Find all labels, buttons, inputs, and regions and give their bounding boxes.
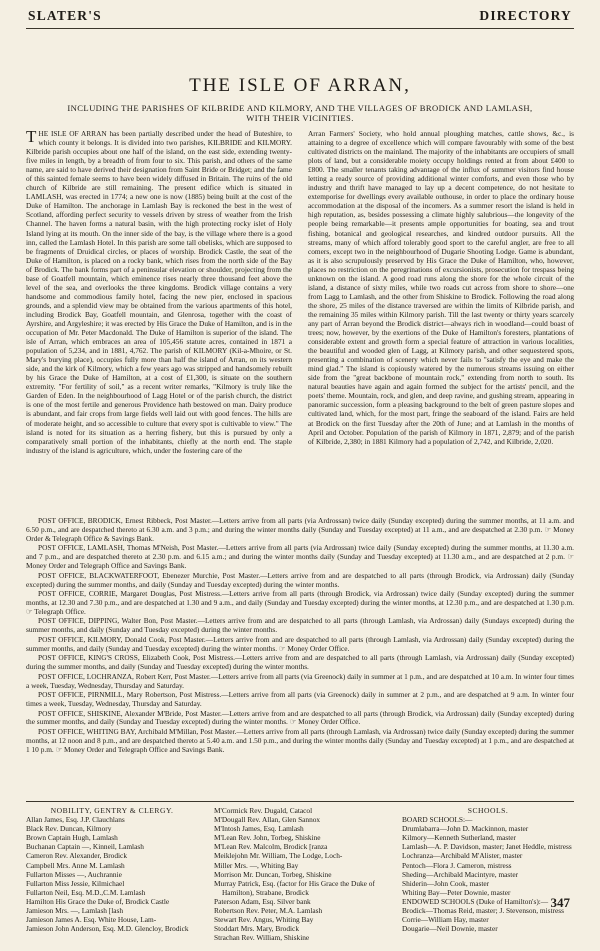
- post-office-entry: POST OFFICE, KING'S CROSS, Elizabeth Cook, Post Mistress.—Letters arrive from and are despatched to all parts (through Lamlash, via Ardrossan) daily (Sunday excepted) during the summer months, and daily (Sunday and Tuesday excepted) during the winter months.: [26, 653, 574, 672]
- list-item: ENDOWED SCHOOLS (Duke of Hamilton's):—: [402, 896, 549, 906]
- list-item: M'Dougall Rev. Allan, Glen Sannox: [214, 815, 321, 825]
- nobility-heading: NOBILITY, GENTRY & CLERGY.: [50, 806, 174, 815]
- list-item: Jamieson John Anderson, Esq. M.D. Glencloy, Brodick: [26, 924, 189, 934]
- list-item: Jamieson James A. Esq. White House, Lam-: [26, 915, 157, 925]
- list-item: Shiderin—John Cook, master: [402, 878, 490, 888]
- list-item: Brown Captain Hugh, Lamlash: [26, 833, 118, 843]
- header-right: DIRECTORY: [479, 8, 572, 23]
- list-item: Miller Mrs. —, Whiting Bay: [214, 860, 299, 870]
- drop-cap: T: [26, 127, 37, 146]
- list-item: Whiting Bay—Peter Downie, master: [402, 887, 511, 897]
- list-item: Pentoch—Flora J. Cameron, mistress: [402, 860, 512, 870]
- list-item: Sheding—Archibald Macintyre, master: [402, 869, 519, 879]
- schools-column: [402, 806, 574, 934]
- post-office-entry: POST OFFICE, LOCHRANZA, Robert Kerr, Post Master.—Letters arrive from all parts (via Greenock) daily in summer at 1 p.m., and are despatched at 10 a.m. In winter four times a week, Tuesday, Wednesday, Thursday and Saturday.: [26, 671, 574, 690]
- list-item: Lamlash—A. P. Davidson, master; Janet Heddle, mistress: [402, 842, 572, 852]
- intro-left-text: HE ISLE OF ARRAN has been partially described under the head of Buteshire, to which county it belongs. It is divided into two parishes, KILBRIDE and KILMORY. Kilbride parish occupies about one half of the island, on the east side, extending twenty-five miles in length, by a breadth of from four to six. This parish, and others of the same name, are said to have derived their designation from Saint Bride or Bridget; and the fame of this sainted female seems to have been widely diffused in Britain. The ruins of the old church of Kilbride are still remaining. The present edifice which is situated in LAMLASH, was erected in 1774; a new one is now (1885) being built at the cost of the Duke of Hamilton. The anchorage in Lamlash Bay is reckoned the best in the west of Scotland, affording perfect security to vessels driven by stress of weather from the Irish Channel. The haven forms a natural basin, with the high protecting rocky islet of Holy Island lying at its mouth. On the inner side of the bay, is the village where there is a good inn, called the Lamlash Hotel. In this parish are some tall obelisks, which are supposed to be fragments of Druidical circles, or places of worship. Brodick Castle, the seat of the Duke of Hamilton, is placed on a rocky bank, which rises from the north side of the Bay of Brodick. The bank forms part of a peninsular elevation or shoulder, projecting from the base of Goatfell mountain, which eminence rises nearly three thousand feet above the level of the sea, and overlooks the three kingdoms. Brodick village contains a very handsome and commodious family hotel, facing the new pier, enclosed in spacious grounds, and a splendid view may be obtained from the various apartments of this hotel, including Brodick Bay, Goatfell mountain, and Glenrosa, together with the coast of Ayrshire, and Argyleshire; it was erected by His Grace the Duke of Hamilton, and is in the occupation of Mr. Peter Macdonald. The Duke of Hamilton is superior of the island. The isle of Arran, which embraces an area of 105,456 statute acres, contained in 1871 a population of 5,234, and in 1881, 4,762. The parish of KILMORY (Kil-a-Mhoire, or St. Mary's burying place), occupies fully more than half the island of Arran, on its western side, and the kirk of Kilmory, which a few years ago was stripped and handsomely rebuilt by his Grace the Duke of Hamilton, at a cost of £1,300, is situate on the southern extremity. "For fertility of soil," as a recent writer remarks, "Kilmory is truly like the Garden of Eden. In the neighbourhood of Lagg Hotel or of the parish church, the district is one of the most fertile and generous Providence hath bestowed on man. Dairy produce is abundant, and fair crops from large fields well laid out with good fences. The hills are of moderate height, and so accessible to culture that every spot is cultivable to view." The island is noted for its situation as a herring fishery, but this is pursued by only a comparatively small portion of the inhabitants, chiefly at the north end. The staple industry of the island is agriculture, which, under the fostering care of the: [26, 129, 292, 455]
- list-item: M'Cormick Rev. Dugald, Catacol: [214, 806, 313, 815]
- schools-heading: SCHOOLS.: [467, 806, 509, 815]
- post-office-entry: POST OFFICE, SHISKINE, Alexander M'Bride, Post Master.—Letters arrive from and are despatched to all parts (through Brodick, via Ardrossan) daily (Sunday excepted) during the summer months, and daily (Sunday and Tuesday excepted) during the winter months. ☞ Money Order Office.: [26, 708, 574, 727]
- list-item: Allan James, Esq. J.P. Clauchlans: [26, 815, 125, 825]
- list-item: Lochranza—Archibald M'Alister, master: [402, 851, 523, 861]
- list-item: Robertson Rev. Peter, M.A. Lamlash: [214, 906, 323, 916]
- list-item: M'Lean Rev. Malcolm, Brodick [ranza: [214, 842, 328, 852]
- post-office-entry: POST OFFICE, BRODICK, Ernest Ribbeck, Post Master.—Letters arrive from all parts (via Ardrossan) twice daily (Sunday excepted) during the summer months, at 11 a.m. and 6.50 p.m., and are despatched thereto at 6.30 a.m. and 3 p.m.; and during the winter months daily (Sunday and Tuesday excepted) at 11 a.m., and are despatched at 2.30 p.m. ☞ Money Order & Telegraph Office & Savings Bank.: [26, 516, 574, 543]
- directory-lists: [26, 806, 574, 943]
- list-item: Fullarton Miss Jessie, Kilmichael: [26, 878, 125, 888]
- post-office-entry: POST OFFICE, PIRNMILL, Mary Robertson, Post Mistress.—Letters arrive from all parts (via Greenock) daily in summer at 2 p.m., and are despatched at 9 a.m. In winter four times a week, Tuesday, Wednesday, Thursday and Saturday.: [26, 690, 574, 709]
- list-item: Stoddart Mrs. Mary, Brodick: [214, 924, 299, 934]
- list-item: Jamieson Mrs. —, Lamlash [lash: [26, 906, 124, 916]
- list-item: Meiklejohn Mr. William, The Lodge, Loch-: [214, 851, 343, 861]
- post-office-entry: POST OFFICE, BLACKWATERFOOT, Ebenezer Murchie, Post Master.—Letters arrive from and are despatched to all parts (through Brodick, via Ardrossan) daily (Sunday excepted) during the summer months, and daily (Sunday and Tuesday excepted) during the winter months.: [26, 570, 574, 589]
- list-item: Fullarton Neil, Esq. M.D.,C.M. Lamlash: [26, 887, 146, 897]
- list-item: Fullarton Misses —, Auchrannie: [26, 869, 122, 879]
- list-item: Black Rev. Duncan, Kilmory: [26, 824, 112, 834]
- list-item: Murray Patrick, Esq. (factor for His Grace the Duke of Hamilton), Strabane, Brodick: [214, 878, 375, 897]
- directory-page: [26, 8, 574, 943]
- post-office-entry: POST OFFICE, WHITING BAY, Archibald M'Millan, Post Master.—Letters arrive from all parts (through Lamlash, via Ardrossan) twice daily (Sunday excepted) during the summer months, at 12 noon and 8 p.m., and are despatched thereto at 5.40 a.m. and 1.50 p.m., and during the winter months daily (Sunday and Tuesday excepted) at 1 p.m., and are despatched at 1 10 p.m. ☞ Money Order and Telegraph Office and Savings Bank.: [26, 726, 574, 754]
- list-item: M'Lean Rev. John, Torbeg, Shiskine: [214, 833, 321, 843]
- list-item: Hamilton His Grace the Duke of, Brodick Castle: [26, 896, 170, 906]
- list-item: Stewart Rev. Angus, Whiting Bay: [214, 915, 314, 925]
- list-item: Morrison Mr. Duncan, Torbeg, Shiskine: [214, 869, 332, 879]
- intro-left-column: [26, 129, 292, 513]
- intro-right-column: Arran Farmers' Society, who hold annual ploughing matches, cattle shows, &c., is attaining to a degree of excellence which will compare favourably with some of the best cultivated districts on the mainland. The majority of the inhabitants are occupiers of small plots of land, but a considerable moiety occupy holdings rented at from about £400 to £800. The smaller tenants taking advantage of the influx of summer visitors find house letting a ready source of providing additional winter comforts, and even those who by industry and thrift have managed to lay up a decent competence, do not hesitate to extemporise for dwellings every available outhouse, in order to place the ordinary house accommodation at the disposal of the incomers. As a summer resort the island is held in high reputation, as, besides possessing a climate highly salubrious—the longevity of the people being remarkable—it presents ample opportunities for boating, sea and trout fishing, botanical and geological researches, and kindred outdoor pursuits. All the streams, many of which afford tolerably good sport to the careful angler, are free to all comers, except two in the neighbourhood of Dugarie Shooting Lodge. Game is abundant, as it is also scrupulously preserved by His Grace the Duke of Hamilton, who, however, places no restriction on the peregrinations of excursionists, prosecution for trespass being unknown on the island. A good road runs along the shore for the whole circuit of the island, a distance of sixty miles, while two roads cut across from shore to shore—one from Lagg to Lamlash, and the other from Shiskine to Brodick. Following the road along the shore, 25 miles of the distance traversed are within the limits of Kilbride parish, and the remaining 35 miles within Kilmory parish. Till the last twenty or thirty years scarcely any part of Arran beyond the Brodick district—always rich in woodland—could boast of trees; now, however, by the exertions of the Duke of Hamilton's foresters, plantations of considerable extent and growth form a special feature of attraction in various localities, the beautiful and wooded glen of Lagg, at Kilmory parish, and other sequestered spots, presenting a combination of scenery which never fails to "satisfy the eye and make the mind glad." The island is copiously watered by the numerous streams issuing on either side from the "great backbone of mountain rock," extending from north to south. Its natural beauties have again and again formed the subject for the artists' pencil, and the poets' theme. Mountain, rock, and glen, and deep ravine, and gushing stream, appearing in panoramic succession, form a pleasing background to the belt of green pasture slopes and cultivated land, which, for the most part, fringe the seaboard of the island. Fairs are held at Brodick on the first Tuesday after the 20th of June; and at Lamlash in the months of April and October. Population of the parish of Kilmory in 1871, 2,879; and of the parish of Kilbride, 2,380; in 1881 Kilmory had a population of 2,742, and Kilbride, 2,020.: [308, 129, 574, 446]
- post-office-entry: POST OFFICE, DIPPING, Walter Bon, Post Master.—Letters arrive from and are despatched to all parts (through Lamlash, via Ardrossan) daily (Sundays excepted) during the summer months, and daily (Sunday and Tuesday excepted) during the winter months.: [26, 616, 574, 635]
- list-item: Dougarie—Neil Downie, master: [402, 924, 498, 934]
- post-office-entry: POST OFFICE, KILMORY, Donald Cook, Post Master.—Letters arrive from and are despatched to all parts (through Lamlash, via Ardrossan) daily (Sunday excepted) during the summer months, and daily (Sunday and Tuesday excepted) during the winter months. ☞ Money Order Office.: [26, 634, 574, 653]
- page-title: THE ISLE OF ARRAN,: [189, 75, 411, 96]
- post-office-entry: POST OFFICE, LAMLASH, Thomas M'Neish, Post Master.—Letters arrive from all parts (via Ardrossan) twice daily (Sunday excepted) during the summer months, at 11.30 a.m. and 7 p.m., and are despatched thereto at 2.30 p.m. and 6.15 a.m.; and during the winter months daily (Sunday and Tuesday excepted) at 11.30 a.m., and are despatched at 2 p.m. ☞ Money Order and Telegraph Office and Savings Bank.: [26, 543, 574, 571]
- header-left: SLATER'S: [28, 8, 102, 23]
- section-divider: [26, 801, 574, 802]
- list-item: Campbell Mrs. Anne M. Lamlash: [26, 860, 125, 870]
- running-header: [26, 8, 574, 29]
- list-item: Buchanan Captain —, Kinneil, Lamlash: [26, 842, 144, 852]
- list-item: Drumlabarra—John D. Mackinnon, master: [402, 824, 529, 834]
- list-item: Strachan Rev. William, Shiskine: [214, 933, 310, 943]
- list-item: Cameron Rev. Alexander, Brodick: [26, 851, 127, 861]
- post-office-entry: POST OFFICE, CORRIE, Margaret Douglas, Post Mistress.—Letters arrive from all parts (through Brodick, via Ardrossan) twice daily (Sunday excepted) during the summer months, at 12.30 and 7.30 p.m., and are despatched at 1.30 and 9 a.m., and daily (Sunday and Tuesday excepted) during the winter months, at 12.30 p.m., and are despatched at 1.30 p.m. ☞ Telegraph Office.: [26, 589, 574, 617]
- page-number: 347: [550, 895, 570, 910]
- page-subtitle: INCLUDING THE PARISHES OF KILBRIDE AND KILMORY, AND THE VILLAGES OF BRODICK AND LAMLASH, WITH THEIR VICINITIES.: [67, 103, 533, 123]
- list-item: Kilmory—Kenneth Sutherland, master: [402, 833, 517, 843]
- list-item: Brodick—Thomas Reid, master; J. Stevenson, mistress: [402, 906, 564, 916]
- intro-text: [26, 129, 574, 513]
- list-item: BOARD SCHOOLS:—: [402, 815, 473, 825]
- gentry-middle-column: [214, 806, 386, 943]
- post-office-list: [26, 517, 574, 798]
- list-item: Paterson Adam, Esq. Silver bank: [214, 896, 311, 906]
- list-item: M'Intosh James, Esq. Lamlash: [214, 824, 304, 834]
- nobility-column: [26, 806, 198, 934]
- list-item: Corrie—William Hay, master: [402, 915, 489, 925]
